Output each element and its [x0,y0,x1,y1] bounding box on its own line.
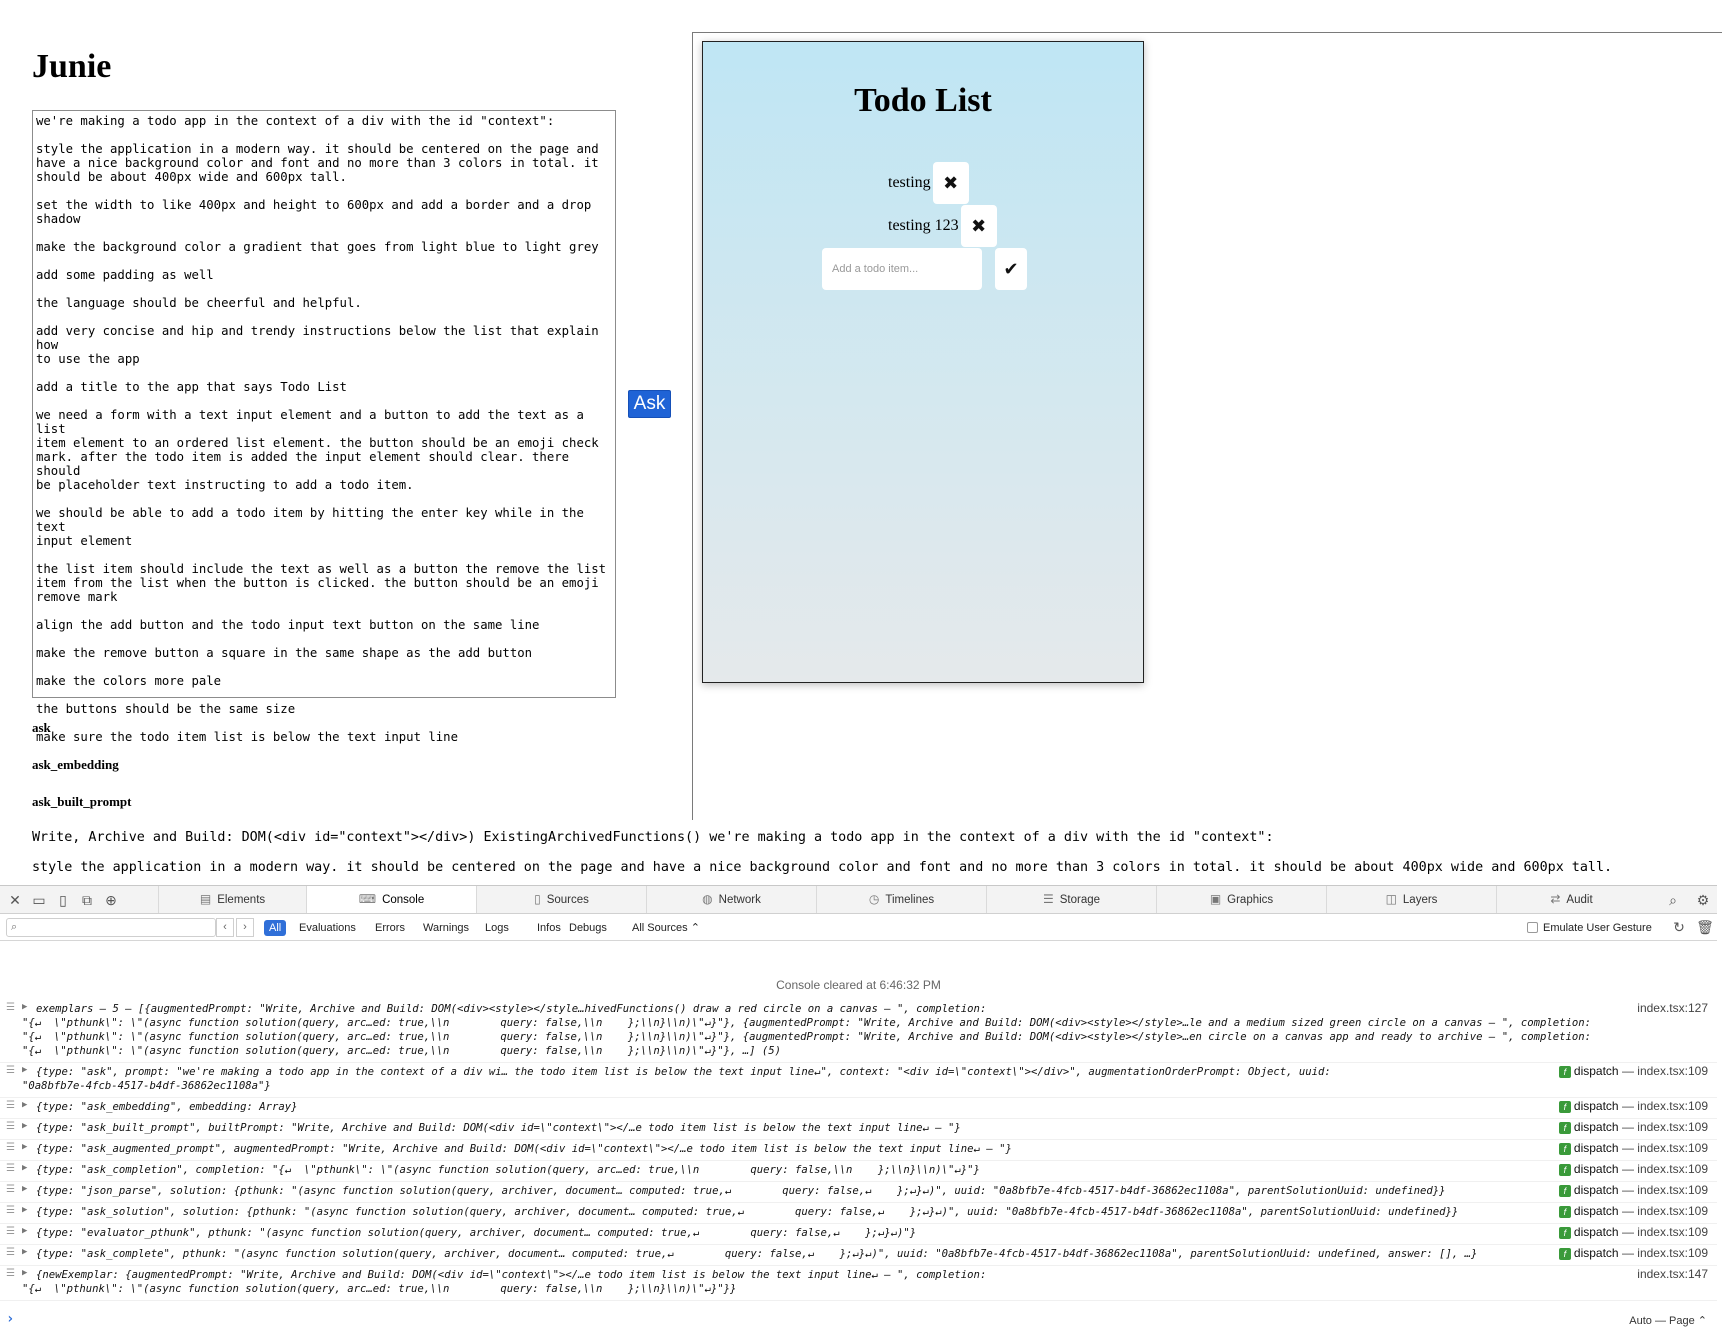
add-item-button[interactable] [995,248,1027,290]
separator: — [1618,1120,1638,1134]
emulate-label: Emulate User Gesture [1543,922,1652,934]
log-level-icon: ☰ [6,1065,15,1076]
log-function-name: dispatch [1573,1120,1619,1134]
built-prompt-line: style the application in a modern way. it should be centered on the page and have a nice background color and font and no more than 3 colors in total. it should be about 400px wide and 600px tall. [32,860,1613,875]
log-file-location: index.tsx:109 [1637,1099,1708,1113]
log-level-icon: ☰ [6,1100,15,1111]
filter-debugs[interactable]: Debugs [569,922,607,934]
log-source-link[interactable] [1559,1162,1708,1176]
inspect-icon[interactable]: ⊕ [105,892,117,908]
storage-icon: ☰ [1042,892,1054,906]
remove-item-button[interactable] [961,205,997,247]
log-message-line: {type: "ask_complete", pthunk: "(async function solution(query, archiver, document… computed: true,↵ query: false,↵ };↵}↵)", uuid: "0a8bfb7e-4fcb-4517-b4df-36862ec1108a", parentSolutionUuid: undefined, answer: [], …} [36,1248,1478,1260]
todo-item-text: testing 123 [888,217,959,234]
tab-label: Audit [1566,894,1593,906]
filter-evaluations[interactable]: Evaluations [299,922,356,934]
log-source-link[interactable] [1559,1204,1708,1218]
log-message-line: {type: "ask_built_prompt", builtPrompt: "Write, Archive and Build: DOM(<div id=\"context\"></…e todo item list is below the text input line↵ – "} [36,1122,961,1134]
function-icon: f [1559,1185,1571,1197]
log-level-icon: ☰ [6,1247,15,1258]
status-ask-embedding: ask_embedding [32,757,119,772]
emulate-user-gesture-checkbox[interactable] [1527,920,1652,936]
expand-triangle-icon[interactable]: ▶ [22,1163,28,1173]
log-file-location: index.tsx:109 [1637,1064,1708,1078]
separator: — [1618,1246,1638,1260]
console-log-row[interactable] [0,1119,1717,1140]
todo-item [888,205,997,247]
tab-audit[interactable] [1496,886,1646,913]
todo-app [702,41,1144,683]
log-source-link[interactable] [1637,1001,1708,1015]
function-icon: f [1559,1101,1571,1113]
log-source-link[interactable] [1559,1225,1708,1239]
log-message-line: {type: "ask", prompt: "we're making a todo app in the context of a div wi… the todo item list is below the text input line↵", context: "<div id=\"context\"></div>", augmentationOrderPrompt: Object, uuid: [36,1066,1331,1078]
tab-label: Sources [546,894,589,906]
dock-bottom-icon[interactable]: ▭ [32,892,46,908]
log-function-name: dispatch [1573,1246,1619,1260]
sources-icon: ▯ [534,892,541,906]
log-level-icon: ☰ [6,1268,15,1279]
filter-all[interactable]: All [264,920,286,936]
elements-icon: ▤ [199,892,212,906]
console-icon: ⌨ [358,892,377,906]
log-source-link[interactable] [1559,1064,1708,1078]
console-log-row[interactable] [0,1161,1717,1182]
log-source-link[interactable] [1637,1267,1708,1281]
log-file-location: index.tsx:109 [1637,1162,1708,1176]
expand-triangle-icon[interactable]: ▶ [22,1002,28,1012]
previous-arrow-icon[interactable]: ‹ [216,918,234,937]
log-function-name: dispatch [1573,1225,1619,1239]
filter-errors[interactable]: Errors [375,922,405,934]
filter-search-icon: ⌕ [11,921,18,933]
tab-label: Storage [1059,894,1101,906]
console-log-row[interactable] [0,1182,1717,1203]
log-file-location: index.tsx:109 [1637,1141,1708,1155]
log-message-line: "{↵ \"pthunk\": \"(async function solution(query, arc…ed: true,\\n query: false,\\n };\\n}\\n)\"↵}"}, …] (5) [22,1045,781,1057]
log-function-name: dispatch [1573,1064,1619,1078]
graphics-icon: ▣ [1209,892,1222,906]
console-log-row[interactable] [0,1098,1717,1119]
dock-side-icon[interactable]: ▯ [59,892,67,908]
log-message-line: {type: "ask_embedding", embedding: Array} [36,1101,298,1113]
todo-title: Todo List [854,82,992,119]
console-cleared-message: Console cleared at 6:46:32 PM [776,978,941,992]
gear-icon[interactable]: ⚙ [1696,892,1710,908]
function-icon: f [1559,1227,1571,1239]
log-message-line: {type: "ask_augmented_prompt", augmentedPrompt: "Write, Archive and Build: DOM(<div id=\"context\"></…e todo item list is below the text input line↵ – "} [36,1143,1012,1155]
audit-icon: ⇄ [1550,892,1561,906]
separator: — [1618,1099,1638,1113]
log-function-name: dispatch [1573,1099,1619,1113]
function-icon: f [1559,1164,1571,1176]
console-filter-bar [0,914,1717,941]
trash-icon[interactable]: 🗑 [1696,919,1714,935]
log-source-link[interactable] [1559,1099,1708,1113]
console-log-row[interactable] [0,1000,1717,1063]
ask-button[interactable]: Ask [628,390,671,418]
next-arrow-icon[interactable]: › [236,918,254,937]
filter-input[interactable] [6,918,216,937]
separator: — [1618,1064,1638,1078]
expand-triangle-icon[interactable]: ▶ [22,1142,28,1152]
log-message-line: exemplars – 5 – [{augmentedPrompt: "Write, Archive and Build: DOM(<div><style></style…hivedFunctions() draw a red circle on a canvas – ", completion: [36,1003,987,1015]
function-icon: f [1559,1066,1571,1078]
search-icon[interactable]: ⌕ [1669,892,1677,908]
reload-icon[interactable]: ↻ [1673,919,1685,935]
console-log-row[interactable] [0,1266,1717,1301]
separator: — [1618,1162,1638,1176]
tab-label: Timelines [885,894,935,906]
expand-triangle-icon[interactable]: ▶ [22,1247,28,1257]
undock-icon[interactable]: ⧉ [82,892,92,908]
log-source-link[interactable] [1559,1141,1708,1155]
expand-triangle-icon[interactable]: ▶ [22,1100,28,1110]
log-message-line: {type: "json_parse", solution: {pthunk: "(async function solution(query, archiver, document… computed: true,↵ query: false,↵ };↵}↵)", uuid: "0a8bfb7e-4fcb-4517-b4df-36862ec1108a", parentSolutionUuid: undefined}} [36,1185,1446,1197]
log-file-location: index.tsx:109 [1637,1120,1708,1134]
status-ask-built-prompt: ask_built_prompt [32,794,132,809]
network-icon: ◍ [702,892,713,906]
expand-triangle-icon[interactable]: ▶ [22,1205,28,1215]
log-source-link[interactable] [1559,1246,1708,1260]
tab-graphics[interactable] [1156,886,1326,913]
log-level-icon: ☰ [6,1205,15,1216]
log-function-name: dispatch [1573,1204,1619,1218]
separator: — [1618,1225,1638,1239]
log-message-line: "{↵ \"pthunk\": \"(async function solution(query, arc…ed: true,\\n query: false,\\n };\\n}\\n)\"↵}"}, {augmentedPrompt: "Write, Archive and Build: DOM(<div><style></style>…en circle on a canvas app and ready to archive – ", completion: [22,1031,1591,1043]
devtools-tabbar [0,886,1717,914]
log-function-name: dispatch [1573,1141,1619,1155]
expand-triangle-icon[interactable]: ▶ [22,1226,28,1236]
layers-icon: ◫ [1385,892,1397,906]
log-message-line: {type: "evaluator_pthunk", pthunk: "(async function solution(query, archiver, document… computed: true,↵ query: false,↵ };↵}↵)"} [36,1227,917,1239]
checkbox-icon [1527,922,1538,933]
tab-label: Elements [217,894,266,906]
log-level-icon: ☰ [6,1002,15,1013]
console-log-row[interactable] [0,1245,1717,1266]
separator: — [1618,1141,1638,1155]
timelines-icon: ◷ [868,892,880,906]
filter-infos[interactable]: Infos [537,922,561,934]
log-message-line: {newExemplar: {augmentedPrompt: "Write, Archive and Build: DOM(<div id=\"context\"></…e todo item list is below the text input line↵ – ", completion: [36,1269,987,1281]
tab-sources[interactable] [476,886,646,913]
prompt-textarea[interactable]: we're making a todo app in the context of a div with the id "context": style the application in a modern way. it should be centered on the page and have a nice background color and font and no more than 3 colors in total. it should be about 400px wide and 600px tall. set the width to like 400px and height to 600px and add a border and a drop shadow make the background color a gradient that goes from light blue to light grey add some padding as well the language should be cheerful and helpful. add very concise and hip and trendy instructions below the list that explain how to use the app add a title to the app that says Todo List we need a form with a text input element and a button to add the text as a list item element to an ordered list element. the button should be an emoji check mark. after the todo item is added the input element should clear. there should be placeholder text instructing to add a todo item. we should be able to add a todo item by hitting the enter key while in the text input element the list item should include the text as well as a button the remove the list item from the list when the button is clicked. the button should be an emoji remove mark align the add button and the todo input text button on the same line make the remove button a square in the same shape as the add button make the colors more pale the buttons should be the same size make sure the todo item list is below the text input line [32,110,616,698]
separator: — [1618,1183,1638,1197]
log-level-icon: ☰ [6,1184,15,1195]
tab-timelines[interactable] [816,886,986,913]
console-prompt-icon[interactable]: › [6,1311,15,1327]
filter-all-sources[interactable]: All Sources ⌃ [632,922,700,934]
log-message-line: {type: "ask_completion", completion: "{↵ \"pthunk\": \"(async function solution(query, arc…ed: true,\\n query: false,\\n };\\n}\\n)\"↵}"} [36,1164,980,1176]
log-source-link[interactable] [1559,1120,1708,1134]
preview-frame [692,32,1722,820]
tab-storage[interactable] [986,886,1156,913]
expand-triangle-icon[interactable]: ▶ [22,1184,28,1194]
separator: — [1618,1204,1638,1218]
log-file-location: index.tsx:109 [1637,1183,1708,1197]
execution-context-select[interactable]: Auto — Page ⌃ [1629,1315,1707,1327]
tab-label: Layers [1402,894,1438,906]
tab-console[interactable] [306,886,476,913]
console-log [0,942,1717,1333]
log-message-line: {type: "ask_solution", solution: {pthunk: "(async function solution(query, archiver, document… computed: true,↵ query: false,↵ };↵}↵)", uuid: "0a8bfb7e-4fcb-4517-b4df-36862ec1108a", parentSolutionUuid: undefined}} [36,1206,1459,1218]
tab-label: Console [382,894,425,906]
todo-input[interactable]: Add a todo item... [822,248,982,290]
console-log-row[interactable] [0,1063,1717,1098]
log-message-line: "{↵ \"pthunk\": \"(async function solution(query, arc…ed: true,\\n query: false,\\n };\\n}\\n)\"↵}"}, {augmentedPrompt: "Write, Archive and Build: DOM(<div><style></style>…le and a medium sized green circle on a canvas – ", completion: [22,1017,1591,1029]
log-message-line: "0a8bfb7e-4fcb-4517-b4df-36862ec1108a"} [22,1080,271,1092]
log-function-name: dispatch [1573,1183,1619,1197]
tab-elements[interactable] [158,886,306,913]
tab-layers[interactable] [1326,886,1496,913]
log-level-icon: ☰ [6,1163,15,1174]
status-ask: ask [32,720,51,735]
log-level-icon: ☰ [6,1226,15,1237]
todo-item-text: testing [888,174,931,191]
log-file-location: index.tsx:147 [1637,1267,1708,1281]
tab-label: Network [718,894,761,906]
console-log-row[interactable] [0,1224,1717,1245]
devtools-panel [0,885,1717,1332]
log-function-name: dispatch [1573,1162,1619,1176]
remove-icon: ✖ [971,215,987,236]
tab-label: Graphics [1227,894,1274,906]
expand-triangle-icon[interactable]: ▶ [22,1065,28,1075]
log-file-location: index.tsx:109 [1637,1225,1708,1239]
function-icon: f [1559,1122,1571,1134]
log-level-icon: ☰ [6,1142,15,1153]
filter-logs[interactable]: Logs [485,922,509,934]
function-icon: f [1559,1206,1571,1218]
filter-warnings[interactable]: Warnings [423,922,470,934]
tab-network[interactable] [646,886,816,913]
console-log-row[interactable] [0,1140,1717,1161]
app-title: Junie [32,48,112,85]
function-icon: f [1559,1248,1571,1260]
todo-item [888,162,969,204]
log-level-icon: ☰ [6,1121,15,1132]
close-icon[interactable]: ✕ [9,892,21,908]
log-file-location: index.tsx:127 [1637,1001,1708,1015]
log-message-line: "{↵ \"pthunk\": \"(async function solution(query, arc…ed: true,\\n query: false,\\n };\\n}\\n)\"↵}"}} [22,1283,737,1295]
log-file-location: index.tsx:109 [1637,1246,1708,1260]
function-icon: f [1559,1143,1571,1155]
built-prompt-line: Write, Archive and Build: DOM(<div id="context"></div>) ExistingArchivedFunctions() we're making a todo app in the context of a div with the id "context": [32,830,1274,845]
remove-item-button[interactable] [933,162,969,204]
check-icon: ✔ [1003,258,1019,279]
expand-triangle-icon[interactable]: ▶ [22,1268,28,1278]
expand-triangle-icon[interactable]: ▶ [22,1121,28,1131]
console-log-row[interactable] [0,1203,1717,1224]
remove-icon: ✖ [943,172,959,193]
log-file-location: index.tsx:109 [1637,1204,1708,1218]
log-source-link[interactable] [1559,1183,1708,1197]
